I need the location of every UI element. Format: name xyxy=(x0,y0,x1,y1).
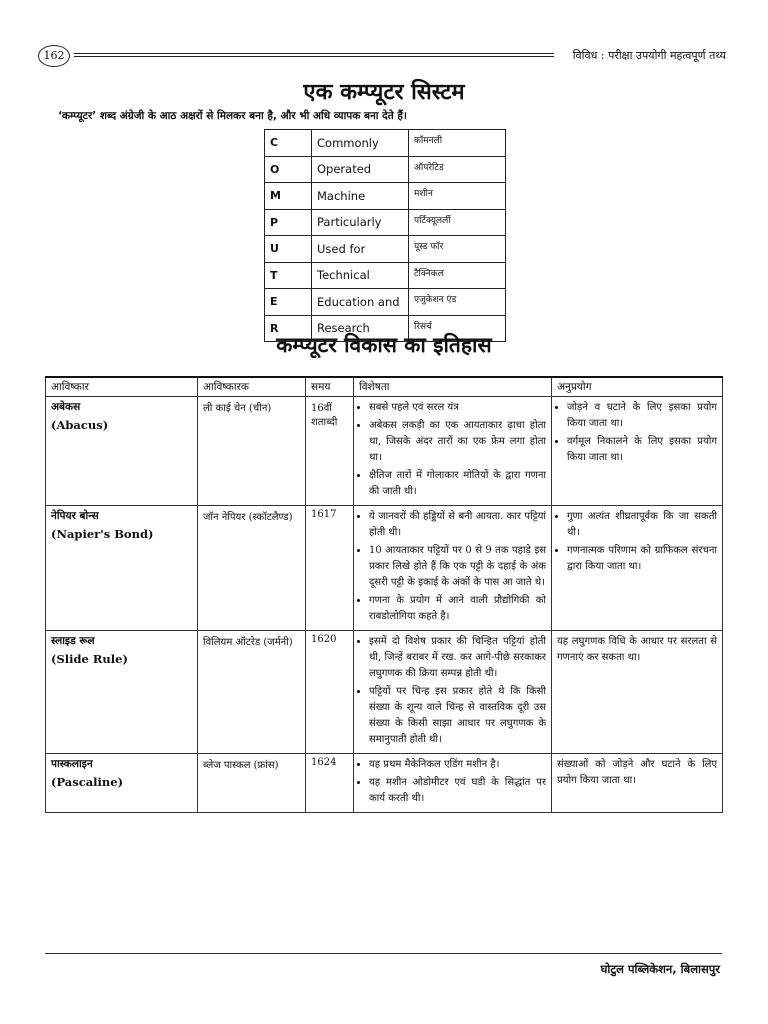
section-title-computer-system: एक कम्प्यूटर सिस्टम xyxy=(303,80,465,105)
inventor-cell: जॉन नेपियर (स्कॉटलैण्ड) xyxy=(198,506,306,631)
acronym-row xyxy=(265,289,506,316)
acronym-row xyxy=(265,236,506,263)
application-item: • वर्गमूल निकालने के लिए इसका प्रयोग किया जाता था। xyxy=(567,434,717,466)
invention-hindi: अबेकस xyxy=(51,401,81,413)
features-cell xyxy=(354,754,552,813)
feature-item: • यह मशीन ओडोमीटर एवं घडी के सिद्धांत पर कार्य करती थी। xyxy=(369,775,546,807)
invention-english: (Abacus) xyxy=(51,418,109,432)
invention-hindi: नेपियर बोन्स xyxy=(51,510,99,522)
column-header: समय xyxy=(306,377,354,397)
acronym-letter: C xyxy=(265,130,312,157)
acronym-english: Research xyxy=(312,315,409,342)
header-double-rule xyxy=(74,53,554,57)
feature-item: • 10 आयताकार पट्टियों पर 0 से 9 तक पहाड़े इस प्रकार लिखे होते हैं कि एक पट्टी के दहाई के अंक दूसरी पट्टी के इकाई के अंकों के पास आ जाते थे। xyxy=(369,543,546,591)
column-header: आविष्कारक xyxy=(198,377,306,397)
page-header xyxy=(38,44,726,70)
table-row xyxy=(46,397,723,506)
applications-cell xyxy=(552,754,723,813)
acronym-english: Education and xyxy=(312,289,409,316)
invention-hindi: स्लाइड रूल xyxy=(51,635,95,647)
column-header: विशेषता xyxy=(354,377,552,397)
feature-item: • इसमें दो विशेष प्रकार की चिन्हित पट्टियां होती थी, जिन्हें बराबर में रख. कर आगे-पीछे सरकाकर लघुगणक की क्रिया सम्पन्न होती थी। xyxy=(369,634,546,682)
feature-item: • अबेकस लकड़ी का एक आयताकार ढ़ाचा होता था, जिसके अंदर तारों का एक फ्रेम लगा होता था। xyxy=(369,418,546,466)
intro-text: ‘कम्प्यूटर’ शब्द अंग्रेजी के आठ अक्षरों से मिलकर बना है, और भी अधि व्यापक बना देते हैं। xyxy=(58,110,407,122)
acronym-row xyxy=(265,183,506,210)
feature-item: • ये जानवरों की हड्डियों से बनी आयता. कार पट्टियां होती थी। xyxy=(369,509,546,541)
invention-cell xyxy=(46,631,198,754)
column-header: अनुप्रयोग xyxy=(552,377,723,397)
application-item: • जोड़ने व घटाने के लिए इसका प्रयोग किया जाता था। xyxy=(567,400,717,432)
acronym-hindi: एजुकेशन एंड xyxy=(409,289,506,316)
acronym-hindi: ऑपरेटिड xyxy=(409,156,506,183)
invention-hindi: पास्कलाइन xyxy=(51,758,93,770)
acronym-letter: M xyxy=(265,183,312,210)
acronym-row xyxy=(265,130,506,157)
acronym-row xyxy=(265,262,506,289)
column-header: आविष्कार xyxy=(46,377,198,397)
feature-item: • क्षैतिज तारों में गोलाकार मोतियों के द्वारा गणना की जाती थी। xyxy=(369,468,546,500)
acronym-hindi: मशीन xyxy=(409,183,506,210)
feature-item: • पट्टियों पर चिन्ह इस प्रकार होते थे कि किसी संख्या के शून्य वाले चिन्ह से वास्तविक दूरी उस संख्या के किसी साझा आधार पर लघुगणक के समानुपाती होती थी। xyxy=(369,684,546,748)
section-title-computer-history: कम्प्यूटर विकास का इतिहास xyxy=(276,333,492,357)
acronym-row xyxy=(265,209,506,236)
application-text: संख्याओं को जोड़ने और घटाने के लिए प्रयोग किया जाता था। xyxy=(557,759,717,786)
invention-cell xyxy=(46,506,198,631)
applications-cell xyxy=(552,631,723,754)
time-cell: 16वीं शताब्दी xyxy=(306,397,354,506)
publisher-name: घोटुल पब्लिकेशन, बिलासपुर xyxy=(600,962,720,976)
table-row xyxy=(46,754,723,813)
footer-rule xyxy=(45,953,722,954)
features-cell xyxy=(354,397,552,506)
acronym-letter: U xyxy=(265,236,312,263)
application-item: • गणनात्मक परिणाम को ग्राफिकल संरचना द्वारा किया जाता था। xyxy=(567,543,717,575)
acronym-letter: T xyxy=(265,262,312,289)
application-item: • गुणा अत्यंत शीघ्रतापूर्वक कि जा सकती थी। xyxy=(567,509,717,541)
applications-cell xyxy=(552,506,723,631)
feature-item: • यह प्रथम मैकेनिकल एडिंग मशीन है। xyxy=(369,757,546,773)
history-table xyxy=(45,376,723,813)
features-cell xyxy=(354,506,552,631)
invention-english: (Slide Rule) xyxy=(51,652,128,666)
invention-cell xyxy=(46,754,198,813)
acronym-letter: R xyxy=(265,315,312,342)
inventor-cell: ली काई चेन (चीन) xyxy=(198,397,306,506)
table-row xyxy=(46,631,723,754)
inventor-cell: विलियम ऑटरेड (जर्मनी) xyxy=(198,631,306,754)
acronym-hindi: कॉमनली xyxy=(409,130,506,157)
acronym-english: Commonly xyxy=(312,130,409,157)
acronym-english: Technical xyxy=(312,262,409,289)
acronym-english: Machine xyxy=(312,183,409,210)
running-title: विविध : परीक्षा उपयोगी महत्वपूर्ण तथ्य xyxy=(572,49,726,62)
acronym-letter: P xyxy=(265,209,312,236)
time-cell: 1624 xyxy=(306,754,354,813)
acronym-english: Particularly xyxy=(312,209,409,236)
application-text: यह लघुगणक विधि के आधार पर सरलता से गणनाएं कर सकता था। xyxy=(557,636,717,663)
acronym-letter: O xyxy=(265,156,312,183)
page-number: 162 xyxy=(38,45,70,67)
acronym-english: Used for xyxy=(312,236,409,263)
acronym-english: Operated xyxy=(312,156,409,183)
acronym-hindi: यूस्ड फॉर xyxy=(409,236,506,263)
acronym-letter: E xyxy=(265,289,312,316)
time-cell: 1617 xyxy=(306,506,354,631)
time-cell: 1620 xyxy=(306,631,354,754)
invention-english: (Pascaline) xyxy=(51,775,124,789)
features-cell xyxy=(354,631,552,754)
table-row xyxy=(46,506,723,631)
feature-item: • गणना के प्रयोग में आने वाली प्रौद्योगिकी को राबडोलोगिया कहते है। xyxy=(369,593,546,625)
acronym-row xyxy=(265,156,506,183)
inventor-cell: ब्लेज पास्कल (फ्रांस) xyxy=(198,754,306,813)
applications-cell xyxy=(552,397,723,506)
acronym-hindi: पर्टिक्यूलर्ली xyxy=(409,209,506,236)
invention-english: (Napier's Bond) xyxy=(51,527,154,541)
invention-cell xyxy=(46,397,198,506)
acronym-hindi: टैक्निकल xyxy=(409,262,506,289)
feature-item: • सबसे पहले एवं सरल यंत्र xyxy=(369,400,546,416)
history-table-header xyxy=(46,377,723,397)
acronym-hindi: रिसर्च xyxy=(409,315,506,342)
acronym-table xyxy=(264,129,506,342)
